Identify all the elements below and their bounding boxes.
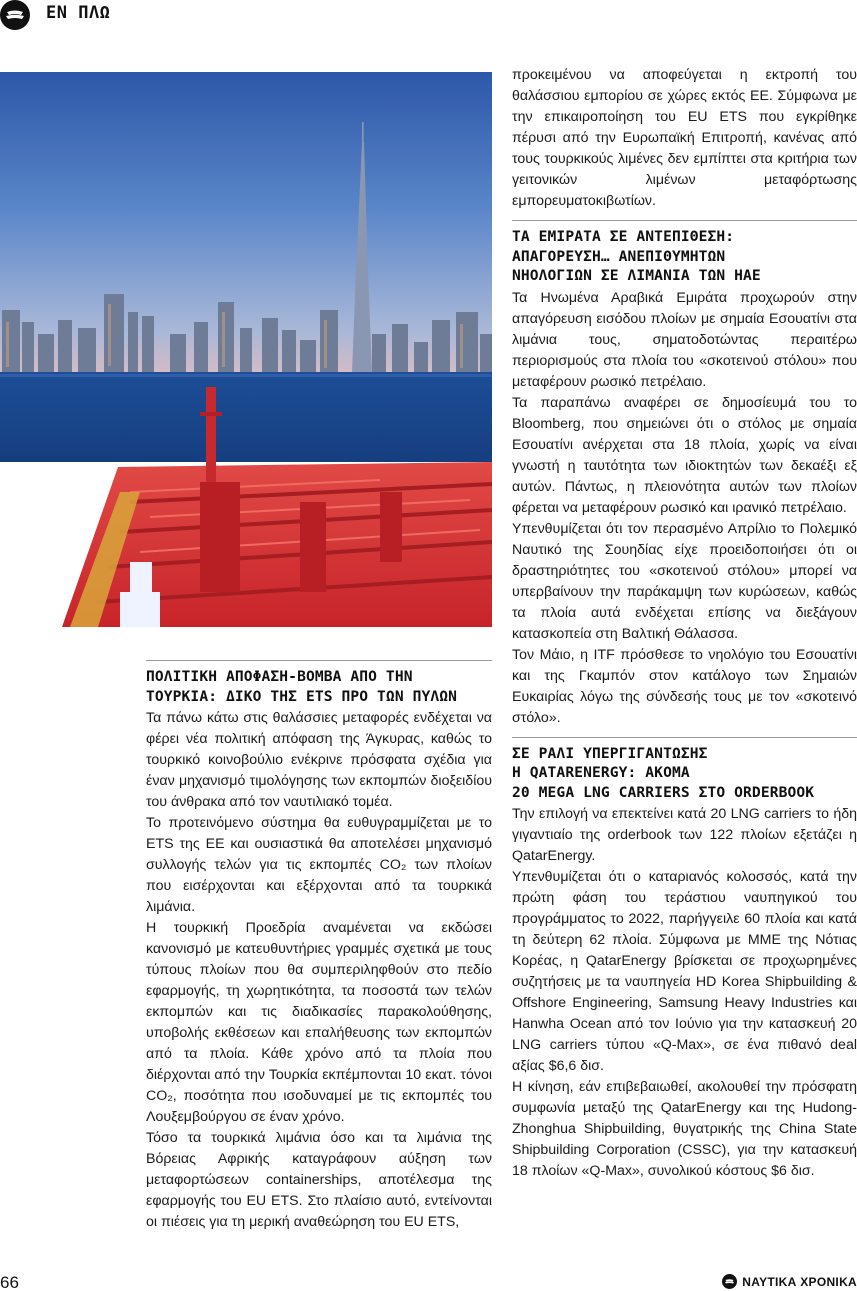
publication-brand bbox=[722, 1274, 857, 1289]
paragraph: Τον Μάιο, η ITF πρόσθεσε το νηολόγιο του Εσουατίνι και της Γκαμπόν στον κατάλογο των Σημαιών Ευκαιρίας λόγω της σύνδεσής τους με τον «σκοτεινό στόλο». bbox=[512, 646, 857, 726]
paragraph: Υπενθυμίζεται ότι τον περασμένο Απρίλιο το Πολεμικό Ναυτικό της Σουηδίας είχε προειδοποιήσει ότι οι δραστηριότητες του «σκοτεινού στόλου» μπορεί να υπερβαίνουν την παράκαμψη των κυρώσεων, καθώς τα πλοία αυτά ενδέχεται επίσης να διεξάγουν κατασκοπεία στη Βαλτική Θάλασσα. bbox=[512, 520, 857, 642]
paragraph: Τα Ηνωμένα Αραβικά Εμιράτα προχωρούν στην απαγόρευση εισόδου πλοίων με σημαία Εσουατίνι στα λιμάνια τους, σηματοδοτώντας περαιτέρω περιορισμούς στα πλοία του «σκοτεινού στόλου» που μεταφέρουν ρωσικό πετρέλαιο. bbox=[512, 289, 857, 390]
magazine-logo-icon bbox=[0, 0, 30, 30]
right-column bbox=[512, 65, 857, 1182]
section-divider bbox=[512, 220, 857, 221]
left-column bbox=[146, 660, 492, 1233]
paragraph: Υπενθυμίζεται ότι ο καταριανός κολοσσός, κατά την πρώτη φάση του τεράστιου ναυπηγικού του προγράμματος το 2022, παρήγγειλε 60 πλοία και κατά τη δεύτερη 62 πλοία. Σύμφωνα με ΜΜΕ της Νότιας Κορέας, η QatarEnergy βρίσκεται σε προχωρημένες συζητήσεις με τα ναυπηγεία HD Korea Shipbuilding & Offshore Engineering, Samsung Heavy Industries και Hanwha Ocean από τον Ιούνιο για την κατασκευή 20 LNG carriers τύπου «Q-Max», σε ένα πιθανό deal αξίας $6,6 δισ. bbox=[512, 869, 857, 1074]
publication-name: ΝΑΥΤΙΚΑ ΧΡΟΝΙΚΑ bbox=[742, 1274, 857, 1289]
section-divider bbox=[146, 660, 492, 661]
qatarenergy-heading: ΣΕ ΡΑΛΙ ΥΠΕΡΓΙΓΑΝΤΩΣΗΣ Η QATARENERGY: ΑΚΟΜΑ 20 MEGA LNG CARRIERS ΣΤΟ ORDERBOOK bbox=[512, 744, 815, 801]
paragraph: Η τουρκική Προεδρία αναμένεται να εκδώσει κανονισμό με κατευθυντήριες γραμμές σχετικά με τους τύπους πλοίων που θα συμπεριληφθούν στο πεδίο εφαρμογής, τη χωρητικότητα, τα ποσοστά των τελών εκπομπών και τις διαδικασίες παρακολούθησης, υποβολής εκθέσεων και επαλήθευσης των εκπομπών από τα πλοία. Κάθε χρόνο από τα πλοία που διέρχονται από την Τουρκία εκπέμπονται 10 εκατ. τόνοι CO₂, ποσότητα που ισοδυναμεί με τις εκπομπές του Λουξεμβούργου σε έναν χρόνο. bbox=[146, 920, 492, 1125]
uae-heading: ΤΑ ΕΜΙΡΑΤΑ ΣΕ ΑΝΤΕΠΙΘΕΣΗ: ΑΠΑΓΟΡΕΥΣΗ… ΑΝΕΠΙΘΥΜΗΤΩΝ ΝΗΟΛΟΓΙΩΝ ΣΕ ΛΙΜΑΝΙΑ ΤΩΝ ΗΑΕ bbox=[512, 228, 761, 284]
section-divider bbox=[512, 737, 857, 738]
paragraph: Τα πάνω κάτω στις θαλάσσιες μεταφορές ενδέχεται να φέρει νέα πολιτική απόφαση της Άγκυρας, καθώς το τουρκικό κοινοβούλιο ενέκρινε πρόσφατα σχέδια για έναν μηχανισμό τιμολόγησης των εκπομπών διοξειδίου του άνθρακα από τον ναυτιλιακό τομέα. bbox=[146, 710, 492, 810]
publication-logo-icon bbox=[722, 1274, 737, 1289]
paragraph: προκειμένου να αποφεύγεται η εκτροπή του θαλάσσιου εμπορίου σε χώρες εκτός ΕΕ. Σύμφωνα με την επικαιροποίηση του EU ETS που εγκρίθηκε πέρυσι από την Ευρωπαϊκή Επιτροπή, κανένας από τους τουρκικούς λιμένες δεν εμπίπτει στα κριτήρια των γειτονικών λιμένων μεταφόρτωσης εμπορευματοκιβωτίων. bbox=[512, 67, 857, 209]
paragraph: Το προτεινόμενο σύστημα θα ευθυγραμμίζεται με το ETS της ΕΕ και ουσιαστικά θα αποτελέσει μηχανισμό συλλογής τελών για τις εκπομπές CO₂ των πλοίων που εισέρχονται και εξέρχονται από τα τουρκικά λιμάνια. bbox=[146, 815, 492, 915]
turkey-ets-heading: ΠΟΛΙΤΙΚΗ ΑΠΟΦΑΣΗ-ΒΟΜΒΑ ΑΠΟ ΤΗΝ ΤΟΥΡΚΙΑ: ΔΙΚΟ ΤΗΣ ETS ΠΡΟ ΤΩΝ ΠΥΛΩΝ bbox=[146, 668, 458, 705]
paragraph: Τα παραπάνω αναφέρει σε δημοσίευμά του το Bloomberg, που σημειώνει ότι ο στόλος με σημαία Εσουατίνι ανέρχεται στα 18 πλοία, χωρίς να είναι γνωστή η ταυτότητα των ιδιοκτητών των δεκαέξι εξ αυτών. Πάντως, η πλειονότητα αυτών των πλοίων φέρεται να μεταφέρουν ρωσικό και ιρανικό πετρέλαιο. bbox=[512, 394, 857, 516]
paragraph: Την επιλογή να επεκτείνει κατά 20 LNG carriers το ήδη γιγαντιαίο της orderbook των 122 πλοίων εξετάζει η QatarEnergy. bbox=[512, 806, 857, 864]
harbor-skyline-tanker-photo bbox=[0, 72, 492, 627]
paragraph: Η κίνηση, εάν επιβεβαιωθεί, ακολουθεί την πρόσφατη συμφωνία μεταξύ της QatarEnergy και της Hudong-Zhonghua Shipbuilding, θυγατρικής της China State Shipbuilding Corporation (CSSC), για την κατασκευή 18 πλοίων «Q-Max», συνολικού κόστους $6 δισ. bbox=[512, 1079, 857, 1179]
paragraph: Τόσο τα τουρκικά λιμάνια όσο και τα λιμάνια της Βόρειας Αφρικής καταγράφουν αύξηση των μεταφορτώσεων containerships, αποτέλεσμα της εφαρμογής του EU ETS. Στο πλαίσιο αυτό, εντείνονται οι πιέσεις για τη μερική αναθεώρηση του EU ETS, bbox=[146, 1130, 492, 1230]
page-number: 66 bbox=[0, 1273, 19, 1291]
section-title: ΕΝ ΠΛΩ bbox=[46, 3, 111, 23]
